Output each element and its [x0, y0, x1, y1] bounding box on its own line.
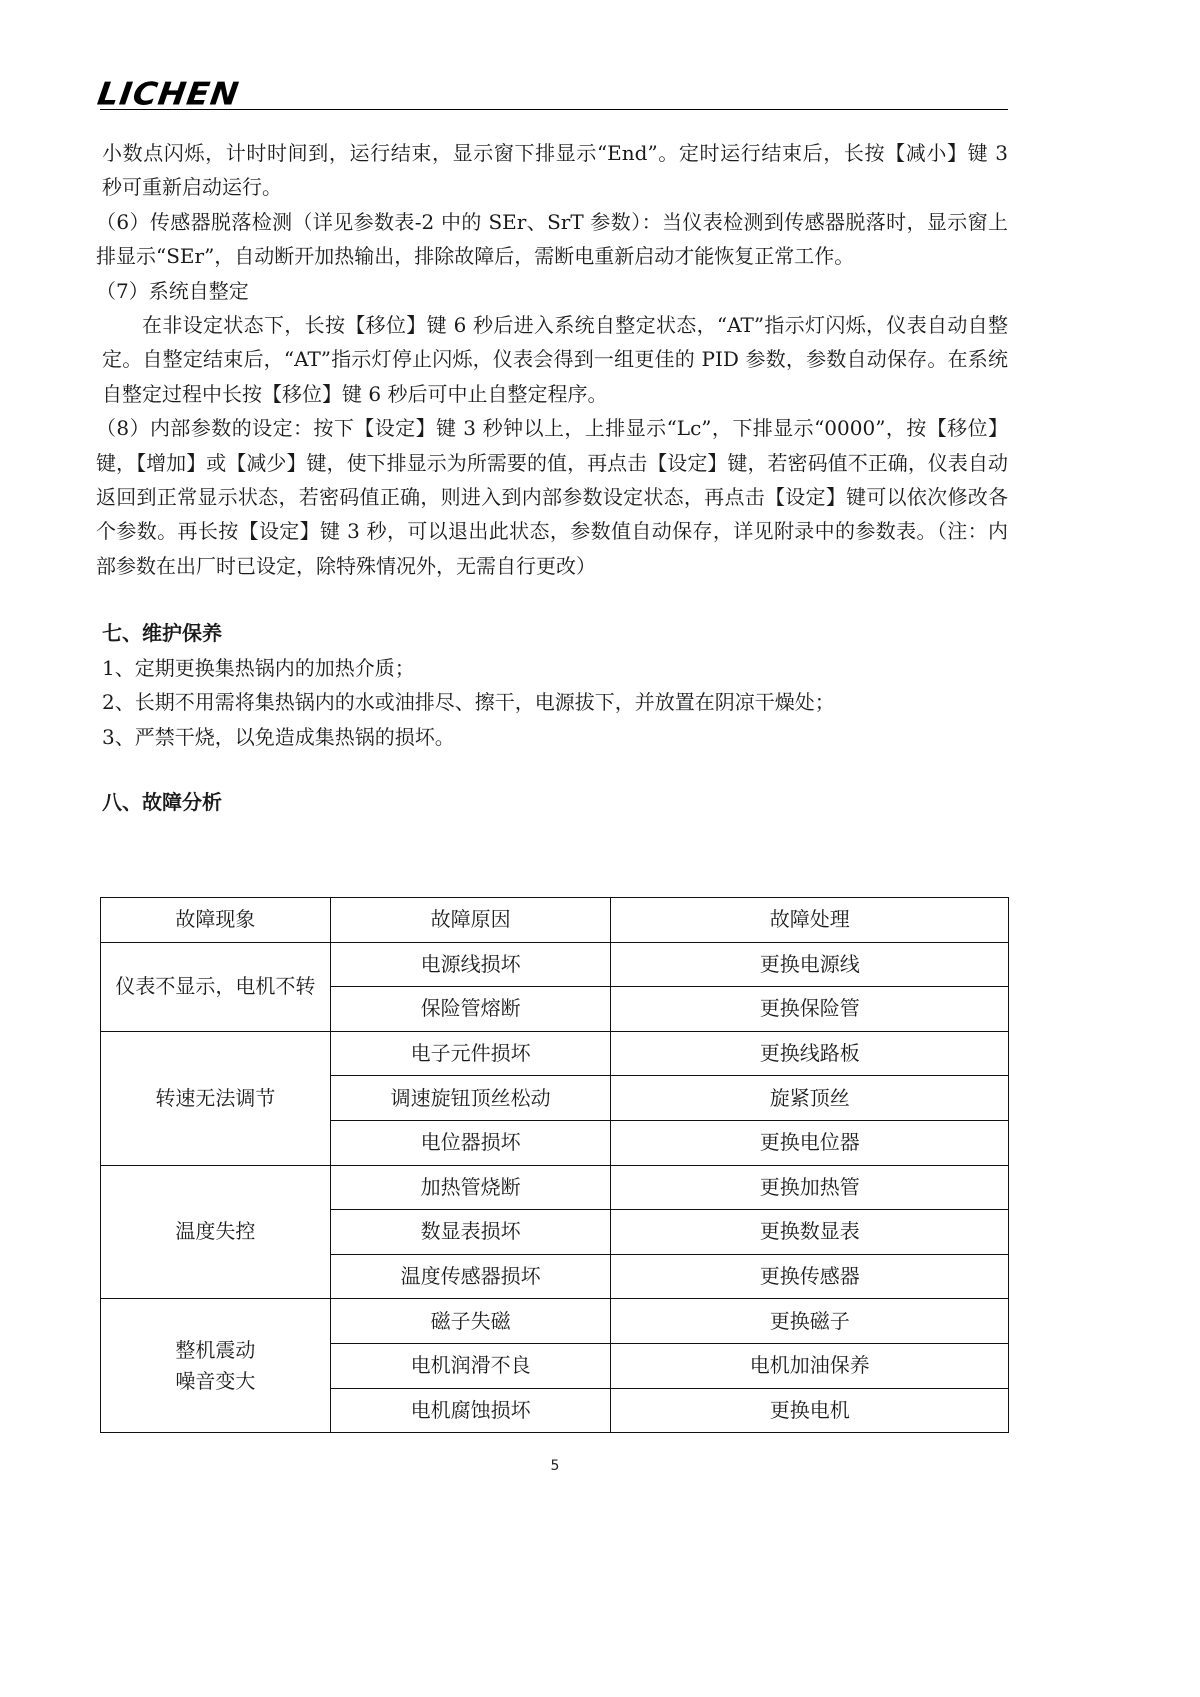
cause-cell: 电位器损坏 [330, 1120, 611, 1165]
paragraph-timer-end: 小数点闪烁，计时时间到，运行结束，显示窗下排显示“End”。定时运行结束后，长按【减小】键 3 秒可重新启动运行。 [102, 141, 1008, 200]
symptom-line: 整机震动 [175, 1337, 256, 1362]
cause-cell: 调速旋钮顶丝松动 [330, 1076, 611, 1121]
paragraph-sensor-detection: （6）传感器脱落检测（详见参数表-2 中的 SEr、SrT 参数）：当仪表检测到传感器脱落时，显示窗上排显示“SEr”，自动断开加热输出，排除故障后，需断电重新启动才能恢复正常工作。 [96, 209, 1008, 269]
table-header-row [101, 898, 1009, 943]
table-row [101, 1165, 1009, 1210]
cause-cell: 磁子失磁 [330, 1299, 611, 1344]
symptom-cell: 转速无法调节 [101, 1031, 331, 1165]
section-heading-fault-analysis: 八、故障分析 [102, 789, 222, 814]
solution-cell: 电机加油保养 [611, 1343, 1009, 1388]
solution-cell: 更换传感器 [611, 1254, 1009, 1299]
solution-cell: 更换线路板 [611, 1031, 1009, 1076]
maintenance-item: 3、严禁干烧，以免造成集热锅的损坏。 [102, 724, 455, 749]
solution-cell: 更换加热管 [611, 1165, 1009, 1210]
symptom-cell: 温度失控 [101, 1165, 331, 1299]
symptom-cell: 仪表不显示，电机不转 [101, 942, 331, 1031]
solution-cell: 更换电位器 [611, 1120, 1009, 1165]
maintenance-item: 2、长期不用需将集热锅内的水或油排尽、擦干，电源拔下，并放置在阴凉干燥处； [102, 690, 835, 715]
page-number: 5 [550, 1458, 560, 1474]
table-row [101, 1299, 1009, 1344]
symptom-line: 噪音变大 [175, 1368, 256, 1393]
paragraph-internal-parameters: （8）内部参数的设定：按下【设定】键 3 秒钟以上，上排显示“Lc”，下排显示“0000”，按【移位】键，【增加】或【减少】键，使下排显示为所需要的值，再点击【设定】键，若密码值不正确，仪表自动返回到正常显示状态，若密码值正确，则进入到内部参数设定状态，再点击【设定】键可以依次修改各个参数。再长按【设定】键 3 秒，可以退出此状态，参数值自动保存，详见附录中的参数表。（注：内部参数在出厂时已设定，除特殊情况外，无需自行更改） [96, 416, 1008, 578]
header-divider [100, 109, 1008, 110]
document-body [96, 136, 1008, 819]
paragraph-self-tuning: 在非设定状态下，长按【移位】键 6 秒后进入系统自整定状态，“AT”指示灯闪烁，仪表自动自整定。自整定结束后，“AT”指示灯停止闪烁，仪表会得到一组更佳的 PID 参数，参数自动保存。在系统自整定过程中长按【移位】键 6 秒后可中止自整定程序。 [102, 313, 1008, 406]
solution-cell: 旋紧顶丝 [611, 1076, 1009, 1121]
cause-cell: 保险管熔断 [330, 987, 611, 1032]
symptom-cell [101, 1299, 331, 1433]
cause-cell: 温度传感器损坏 [330, 1254, 611, 1299]
solution-cell: 更换保险管 [611, 987, 1009, 1032]
maintenance-item: 1、定期更换集热锅内的加热介质； [102, 655, 415, 680]
cause-cell: 电子元件损坏 [330, 1031, 611, 1076]
cause-cell: 电源线损坏 [330, 942, 611, 987]
solution-cell: 更换电机 [611, 1388, 1009, 1433]
column-header-symptom: 故障现象 [101, 898, 331, 943]
cause-cell: 数显表损坏 [330, 1210, 611, 1255]
fault-analysis-table [100, 897, 1009, 1433]
table-row [101, 1031, 1009, 1076]
section-heading-maintenance: 七、维护保养 [102, 621, 222, 646]
brand-logo: LICHEN [95, 75, 242, 113]
column-header-cause: 故障原因 [330, 898, 611, 943]
subheading-self-tuning: （7）系统自整定 [96, 278, 249, 303]
cause-cell: 电机腐蚀损坏 [330, 1388, 611, 1433]
solution-cell: 更换数显表 [611, 1210, 1009, 1255]
solution-cell: 更换磁子 [611, 1299, 1009, 1344]
table-row [101, 942, 1009, 987]
solution-cell: 更换电源线 [611, 942, 1009, 987]
cause-cell: 电机润滑不良 [330, 1343, 611, 1388]
column-header-solution: 故障处理 [611, 898, 1009, 943]
cause-cell: 加热管烧断 [330, 1165, 611, 1210]
